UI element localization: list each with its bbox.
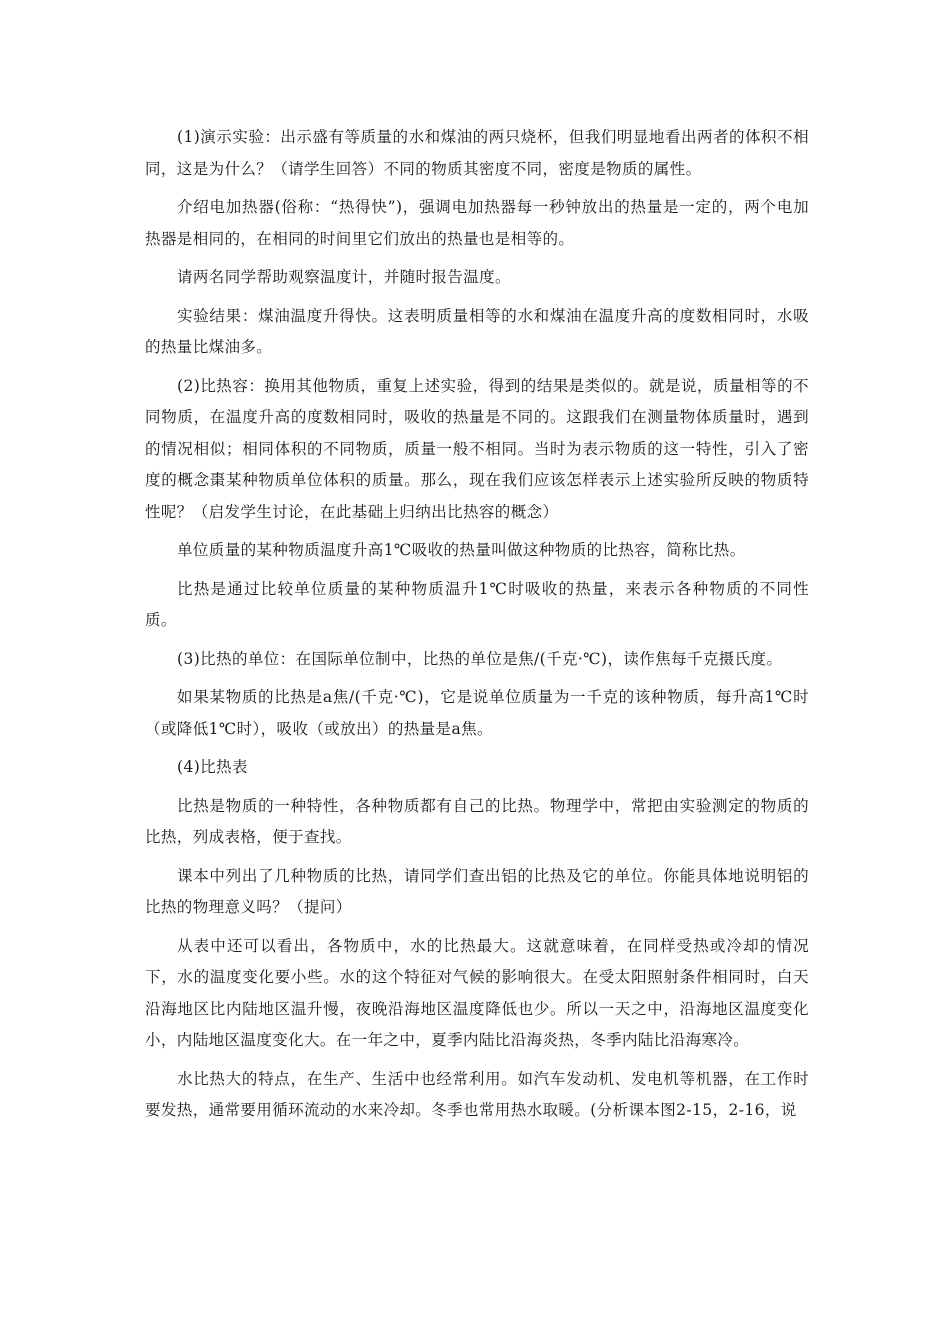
paragraph-definition: 单位质量的某种物质温度升高1℃吸收的热量叫做这种物质的比热容，简称比热。	[177, 541, 746, 559]
paragraph-water-uses: 水比热大的特点，在生产、生活中也经常利用。如汽车发动机、发电机等机器，在工作时要发热，通常要用循环流动的水来冷却。冬季也常用热水取暖。(分析课本图2-15，2-16，说	[145, 1069, 809, 1119]
paragraph-heater-intro: 介绍电加热器(俗称：“热得快”)，强调电加热器每一秒钟放出的热量是一定的，两个电加热器是相同的，在相同的时间里它们放出的热量也是相等的。	[145, 198, 809, 248]
paragraph-table-heading: (4)比热表	[177, 758, 248, 776]
paragraph-unit-meaning: 如果某物质的比热是a焦/(千克·℃)，它是说单位质量为一千克的该种物质，每升高1℃时（或降低1℃时），吸收（或放出）的热量是a焦。	[145, 688, 809, 738]
paragraph-experiment-result: 实验结果：煤油温度升得快。这表明质量相等的水和煤油在温度升高的度数相同时，水吸的热量比煤油多。	[145, 306, 809, 356]
paragraph-specific-heat: (2)比热容：换用其他物质，重复上述实验，得到的结果是类似的。就是说，质量相等的不同物质，在温度升高的度数相同时，吸收的热量是不同的。这跟我们在测量物体质量时，遇到的情况相似；相同体积的不同物质，质量一般不相同。当时为表示物质的这一特性，引入了密度的概念棗某种物质单位体积的质量。那么，现在我们应该怎样表示上述实验所反映的物质特性呢？（启发学生讨论，在此基础上归纳出比热容的概念）	[145, 376, 809, 521]
paragraph-explanation: 比热是通过比较单位质量的某种物质温升1℃时吸收的热量，来表示各种物质的不同性质。	[145, 579, 809, 629]
document-body	[145, 122, 809, 1134]
paragraph-table-intro: 比热是物质的一种特性，各种物质都有自己的比热。物理学中，常把由实验测定的物质的比热，列成表格，便于查找。	[145, 796, 809, 846]
paragraph-water-climate: 从表中还可以看出，各物质中，水的比热最大。这就意味着，在同样受热或冷却的情况下，水的温度变化要小些。水的这个特征对气候的影响很大。在受太阳照射条件相同时，白天沿海地区比内陆地区温升慢，夜晚沿海地区温度降低也少。所以一天之中，沿海地区温度变化小，内陆地区温度变化大。在一年之中，夏季内陆比沿海炎热，冬季内陆比沿海寒冷。	[145, 936, 809, 1049]
paragraph-demo-experiment: (1)演示实验：出示盛有等质量的水和煤油的两只烧杯，但我们明显地看出两者的体积不相同，这是为什么？（请学生回答）不同的物质其密度不同，密度是物质的属性。	[145, 128, 809, 178]
paragraph-thermometer: 请两名同学帮助观察温度计，并随时报告温度。	[177, 268, 511, 286]
paragraph-unit: (3)比热的单位：在国际单位制中，比热的单位是焦/(千克·℃)，读作焦每千克摄氏度。	[177, 649, 783, 668]
paragraph-aluminum-question: 课本中列出了几种物质的比热，请同学们查出铝的比热及它的单位。你能具体地说明铝的比热的物理意义吗？（提问）	[145, 866, 809, 916]
